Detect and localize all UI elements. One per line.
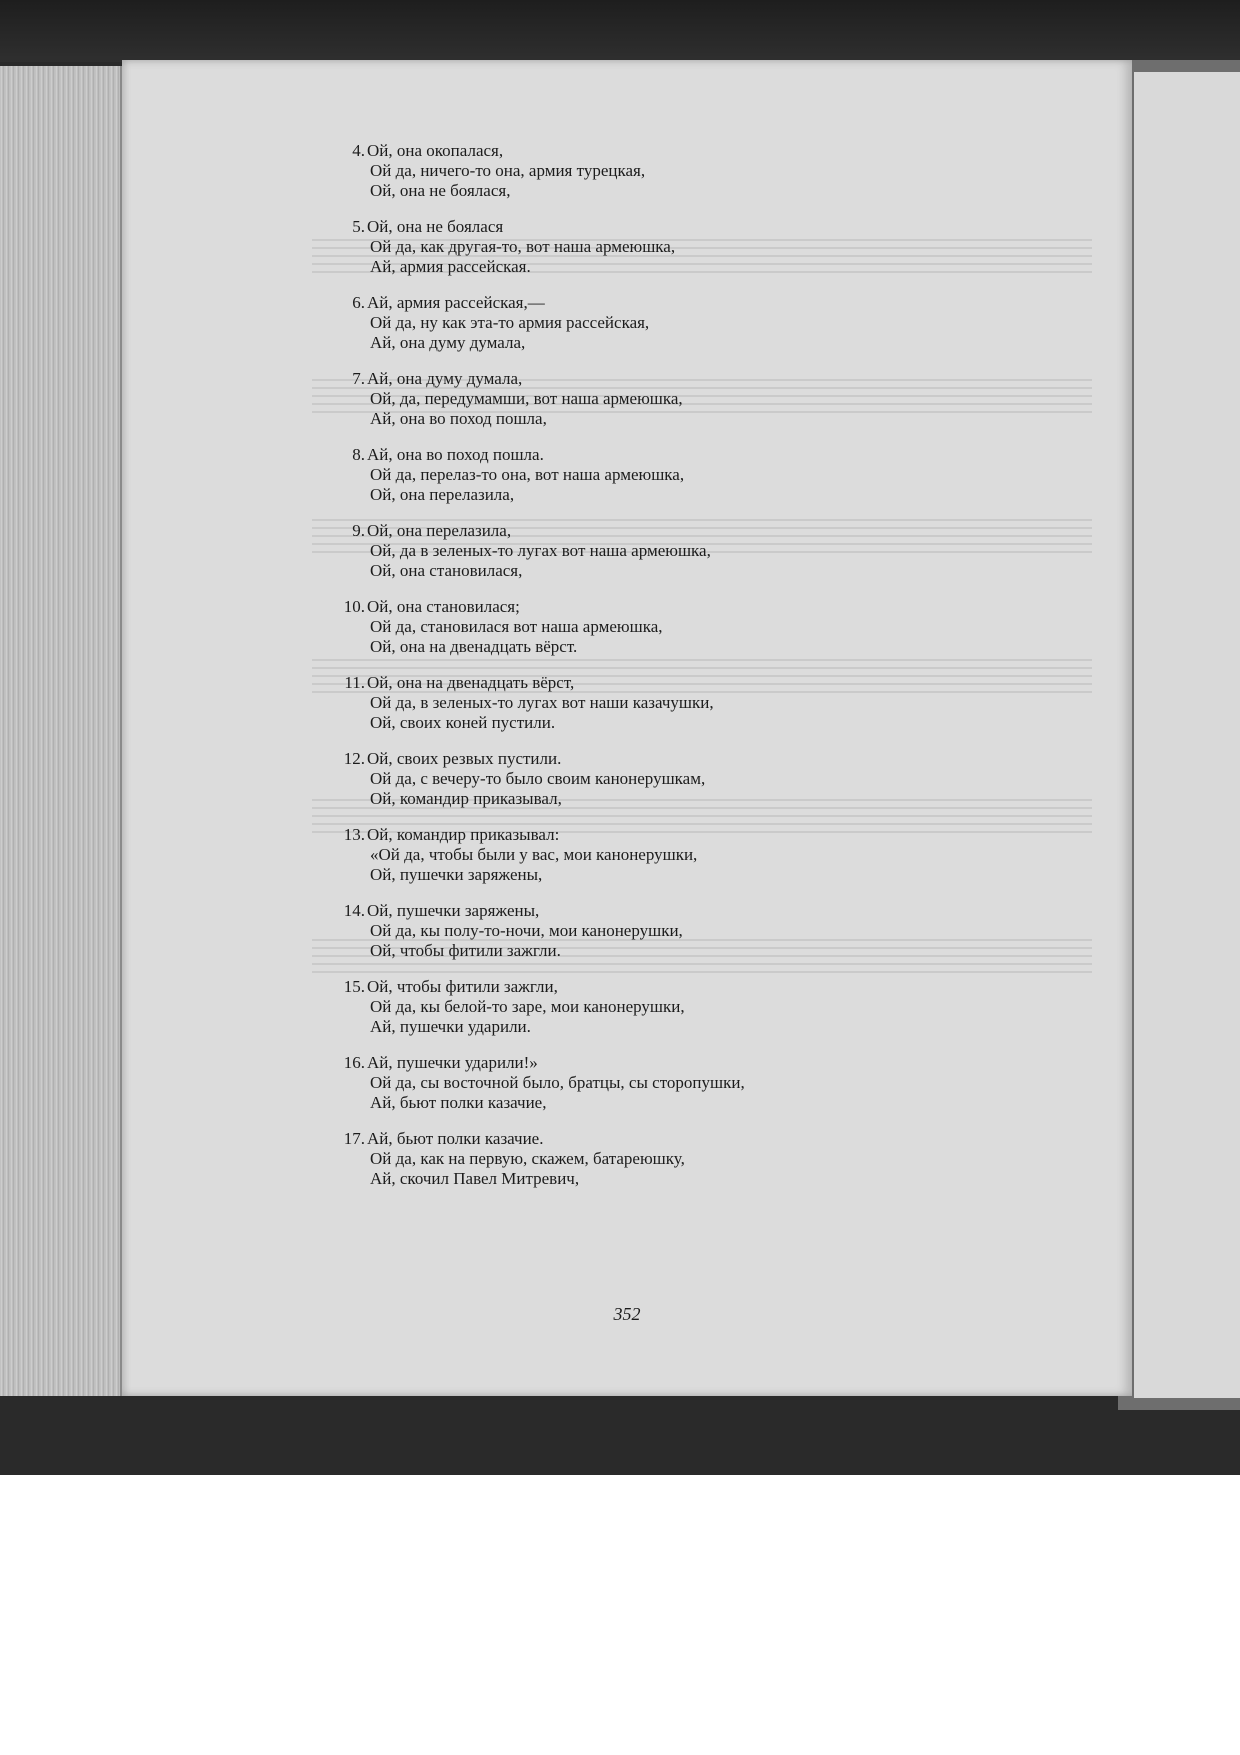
- verse-line: Ой да, как другая-то, вот наша армеюшка,: [370, 237, 676, 256]
- verse-number: 15.: [343, 977, 365, 996]
- verse: [343, 1053, 1007, 1113]
- verse-line: Ой, командир приказывал:: [367, 825, 560, 844]
- facing-page-edge: [1134, 72, 1240, 1398]
- verse-number: 13.: [343, 825, 365, 844]
- book-page: [122, 60, 1132, 1396]
- verse-line: Ой, пушечки заряжены,: [367, 901, 540, 920]
- verse-line: Ой да, перелаз-то она, вот наша армеюшка,: [370, 465, 685, 484]
- verse-line: Ой, она перелазила,: [370, 485, 515, 504]
- verse-line: Ой да, в зеленых-то лугах вот наши казачушки,: [370, 693, 714, 712]
- verse-line: Ай, армия рассейская,—: [367, 293, 545, 312]
- verse-number: 6.: [352, 293, 365, 312]
- verse-line: Ай, бьют полки казачие,: [370, 1093, 547, 1112]
- verse-line: Ой, она становилася,: [370, 561, 523, 580]
- page-number: 352: [613, 1304, 641, 1324]
- verse-line: Ой, да, передумамши, вот наша армеюшка,: [370, 389, 683, 408]
- verse-number: 11.: [344, 673, 365, 692]
- verse-line: Ой да, сы восточной было, братцы, сы сторопушки,: [370, 1073, 745, 1092]
- verse-line: Ой, она окопалася,: [367, 141, 504, 160]
- verse-line: Ой, она не боялася: [367, 217, 504, 236]
- verse-line: Ой, чтобы фитили зажгли.: [370, 941, 561, 960]
- verse: [352, 521, 1007, 581]
- verse-number: 10.: [343, 597, 365, 616]
- verse-line: Ой, чтобы фитили зажгли,: [367, 977, 558, 996]
- verse-number: 9.: [352, 521, 365, 540]
- scanner-shadow: [0, 0, 1240, 62]
- verse-line: Ай, она во поход пошла,: [370, 409, 547, 428]
- verse-number: 14.: [343, 901, 365, 920]
- verse-number: 5.: [352, 217, 365, 236]
- verse-number: 16.: [343, 1053, 365, 1072]
- verse-line: Ай, бьют полки казачие.: [367, 1129, 544, 1148]
- verse-number: 17.: [343, 1129, 365, 1148]
- verse: [352, 217, 1007, 277]
- verse: [352, 369, 1007, 429]
- verse-line: Ай, пушечки ударили.: [370, 1017, 531, 1036]
- verse-line: Ой, своих резвых пустили.: [367, 749, 562, 768]
- verse-line: Ой да, ничего-то она, армия турецкая,: [370, 161, 646, 180]
- verse-line: Ой, она не боялася,: [370, 181, 511, 200]
- verse-line: Ой, да в зеленых-то лугах вот наша армеюшка,: [370, 541, 711, 560]
- verse-line: Ой, она перелазила,: [367, 521, 512, 540]
- song-verses: [343, 141, 1007, 1205]
- verse-line: Ой да, кы полу-то-ночи, мои канонерушки,: [370, 921, 683, 940]
- verse: [343, 825, 1007, 885]
- book-page-edges: [0, 66, 122, 1396]
- verse: [343, 1129, 1007, 1189]
- verse-line: Ой, она на двенадцать вёрст,: [367, 673, 575, 692]
- verse: [343, 749, 1007, 809]
- verse-number: 8.: [352, 445, 365, 464]
- verse-line: Ой, она на двенадцать вёрст.: [370, 637, 578, 656]
- verse: [343, 597, 1007, 657]
- verse-number: 12.: [343, 749, 365, 768]
- verse-line: Ой да, кы белой-то заре, мои канонерушки,: [370, 997, 685, 1016]
- verse-line: Ой да, как на первую, скажем, батареюшку,: [370, 1149, 685, 1168]
- verse-line: Ай, скочил Павел Митревич,: [370, 1169, 580, 1188]
- verse: [344, 673, 1007, 733]
- verse-number: 7.: [352, 369, 365, 388]
- verse-number: 4.: [352, 141, 365, 160]
- verse-line: Ай, пушечки ударили!»: [367, 1053, 538, 1072]
- verse-line: Ой да, ну как эта-то армия рассейская,: [370, 313, 650, 332]
- verse: [352, 293, 1007, 353]
- verse-line: Ой, она становилася;: [367, 597, 520, 616]
- verse-line: Ой, пушечки заряжены,: [370, 865, 543, 884]
- verse: [343, 977, 1007, 1037]
- verse: [352, 141, 1007, 201]
- verse-line: Ай, она думу думала,: [370, 333, 526, 352]
- blank-margin: [0, 1475, 1240, 1755]
- verse-line: «Ой да, чтобы были у вас, мои канонерушки,: [370, 845, 698, 864]
- verse-line: Ой, своих коней пустили.: [370, 713, 556, 732]
- verse-line: Ай, она во поход пошла.: [367, 445, 544, 464]
- verse-line: Ай, она думу думала,: [367, 369, 523, 388]
- verse-line: Ой да, становилася вот наша армеюшка,: [370, 617, 663, 636]
- verse-line: Ай, армия рассейская.: [370, 257, 531, 276]
- verse-line: Ой да, с вечеру-то было своим канонерушкам,: [370, 769, 706, 788]
- verse-line: Ой, командир приказывал,: [370, 789, 562, 808]
- verse: [343, 901, 1007, 961]
- verse: [352, 445, 1007, 505]
